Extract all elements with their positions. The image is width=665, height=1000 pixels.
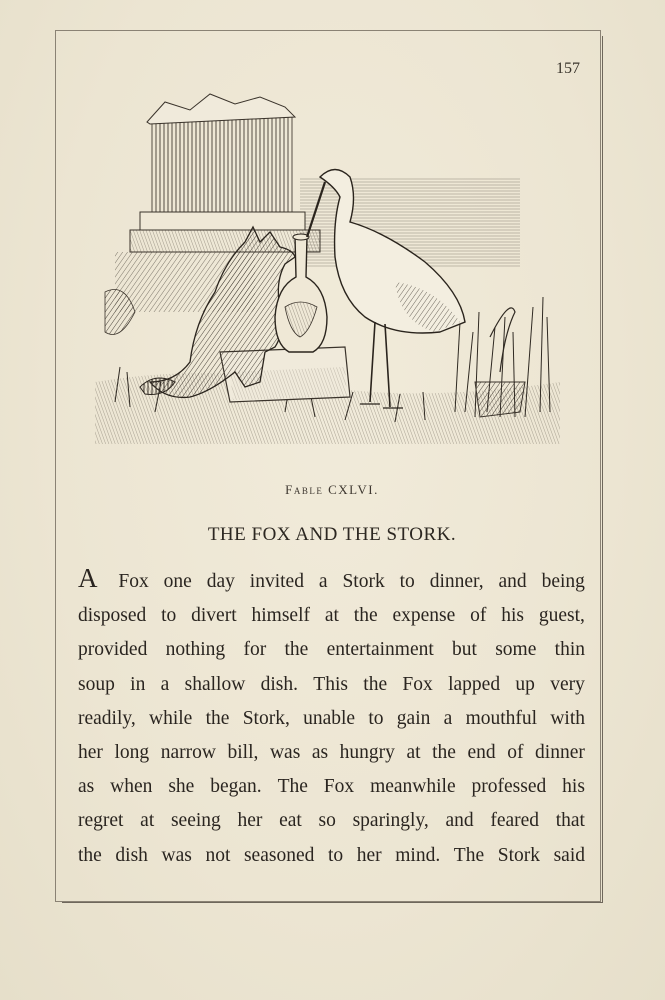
word: dinner, bbox=[429, 571, 484, 592]
word: so bbox=[318, 810, 336, 832]
word: meanwhile bbox=[370, 776, 456, 798]
word: entertainment bbox=[326, 639, 434, 661]
word: disposed bbox=[78, 605, 147, 627]
word: one bbox=[163, 571, 192, 592]
word: the bbox=[353, 605, 378, 627]
word: began. bbox=[210, 776, 262, 798]
word: was bbox=[161, 844, 192, 866]
text-line bbox=[78, 599, 585, 633]
word: of bbox=[507, 742, 524, 764]
word: Fox bbox=[402, 673, 433, 695]
fable-number: Fable CXLVI. bbox=[285, 482, 379, 497]
word: mouthful bbox=[465, 707, 538, 729]
word: This bbox=[313, 673, 348, 695]
word: to bbox=[161, 605, 177, 627]
text-line bbox=[78, 702, 585, 736]
word: to bbox=[399, 571, 415, 592]
word: for bbox=[243, 639, 267, 661]
word: a bbox=[443, 707, 453, 729]
word: the bbox=[284, 639, 309, 661]
word: her bbox=[237, 810, 263, 832]
word: and bbox=[445, 810, 474, 832]
text-line bbox=[78, 839, 585, 873]
drop-initial: A bbox=[78, 563, 98, 593]
text-line bbox=[78, 804, 585, 838]
word: shallow bbox=[184, 673, 246, 695]
word: mind. bbox=[395, 844, 441, 866]
text-line bbox=[78, 633, 585, 667]
word: her bbox=[356, 844, 382, 866]
word: her bbox=[78, 742, 103, 764]
word: dish bbox=[115, 844, 148, 866]
word: with bbox=[550, 707, 585, 729]
word: day bbox=[206, 571, 235, 592]
word: expense bbox=[392, 605, 456, 627]
word: hungry bbox=[339, 742, 395, 764]
word: up bbox=[515, 673, 535, 695]
text-line bbox=[78, 770, 585, 804]
word: that bbox=[555, 810, 585, 832]
word: at bbox=[140, 810, 155, 832]
fox-and-stork-engraving bbox=[95, 82, 560, 444]
word: soup bbox=[78, 673, 115, 695]
word: being bbox=[541, 571, 585, 592]
word: divert bbox=[191, 605, 237, 627]
word: the bbox=[363, 673, 388, 695]
word: at bbox=[406, 742, 421, 764]
word: when bbox=[110, 776, 153, 798]
page-number: 157 bbox=[556, 60, 580, 77]
word: feared bbox=[490, 810, 540, 832]
word: Fox bbox=[118, 571, 149, 592]
word: provided bbox=[78, 639, 148, 661]
word: some bbox=[495, 639, 537, 661]
fable-body-text bbox=[78, 565, 585, 873]
word: bill, bbox=[227, 742, 259, 764]
word: himself bbox=[251, 605, 310, 627]
word: dish. bbox=[260, 673, 298, 695]
word: very bbox=[550, 673, 585, 695]
word: invited bbox=[249, 571, 304, 592]
word: a bbox=[160, 673, 170, 695]
word: of bbox=[470, 605, 487, 627]
word: to bbox=[368, 707, 384, 729]
word: at bbox=[324, 605, 339, 627]
word: Stork bbox=[342, 571, 385, 592]
text-line bbox=[78, 736, 585, 770]
word: sparingly, bbox=[352, 810, 429, 832]
word: The bbox=[277, 776, 308, 798]
word: while bbox=[149, 707, 193, 729]
word: and bbox=[498, 571, 527, 592]
word: as bbox=[311, 742, 329, 764]
word: dinner bbox=[535, 742, 585, 764]
text-line bbox=[78, 668, 585, 702]
word: Stork, bbox=[242, 707, 290, 729]
word: end bbox=[467, 742, 496, 764]
word: the bbox=[78, 844, 102, 866]
word: narrow bbox=[160, 742, 216, 764]
word: Fox bbox=[323, 776, 355, 798]
word: in bbox=[130, 673, 146, 695]
word: guest, bbox=[538, 605, 585, 627]
word: but bbox=[452, 639, 477, 661]
text-line bbox=[78, 565, 585, 599]
word: gain bbox=[396, 707, 431, 729]
word: long bbox=[114, 742, 150, 764]
word: not bbox=[205, 844, 231, 866]
word: his bbox=[501, 605, 525, 627]
word: the bbox=[432, 742, 456, 764]
word: she bbox=[168, 776, 195, 798]
word: thin bbox=[554, 639, 585, 661]
fable-title: THE FOX AND THE STORK. bbox=[207, 524, 457, 545]
word: seasoned bbox=[243, 844, 315, 866]
word: his bbox=[562, 776, 585, 798]
word: Stork bbox=[497, 844, 540, 866]
word: seeing bbox=[170, 810, 221, 832]
word: said bbox=[553, 844, 585, 866]
word: a bbox=[318, 571, 328, 592]
word: as bbox=[78, 776, 95, 798]
word: readily, bbox=[78, 707, 136, 729]
word: was bbox=[269, 742, 301, 764]
word: nothing bbox=[165, 639, 226, 661]
word: unable bbox=[303, 707, 356, 729]
word: lapped bbox=[448, 673, 501, 695]
word: to bbox=[327, 844, 344, 866]
word: regret bbox=[78, 810, 124, 832]
word: professed bbox=[471, 776, 547, 798]
word: eat bbox=[279, 810, 302, 832]
word: The bbox=[453, 844, 485, 866]
word: the bbox=[205, 707, 230, 729]
